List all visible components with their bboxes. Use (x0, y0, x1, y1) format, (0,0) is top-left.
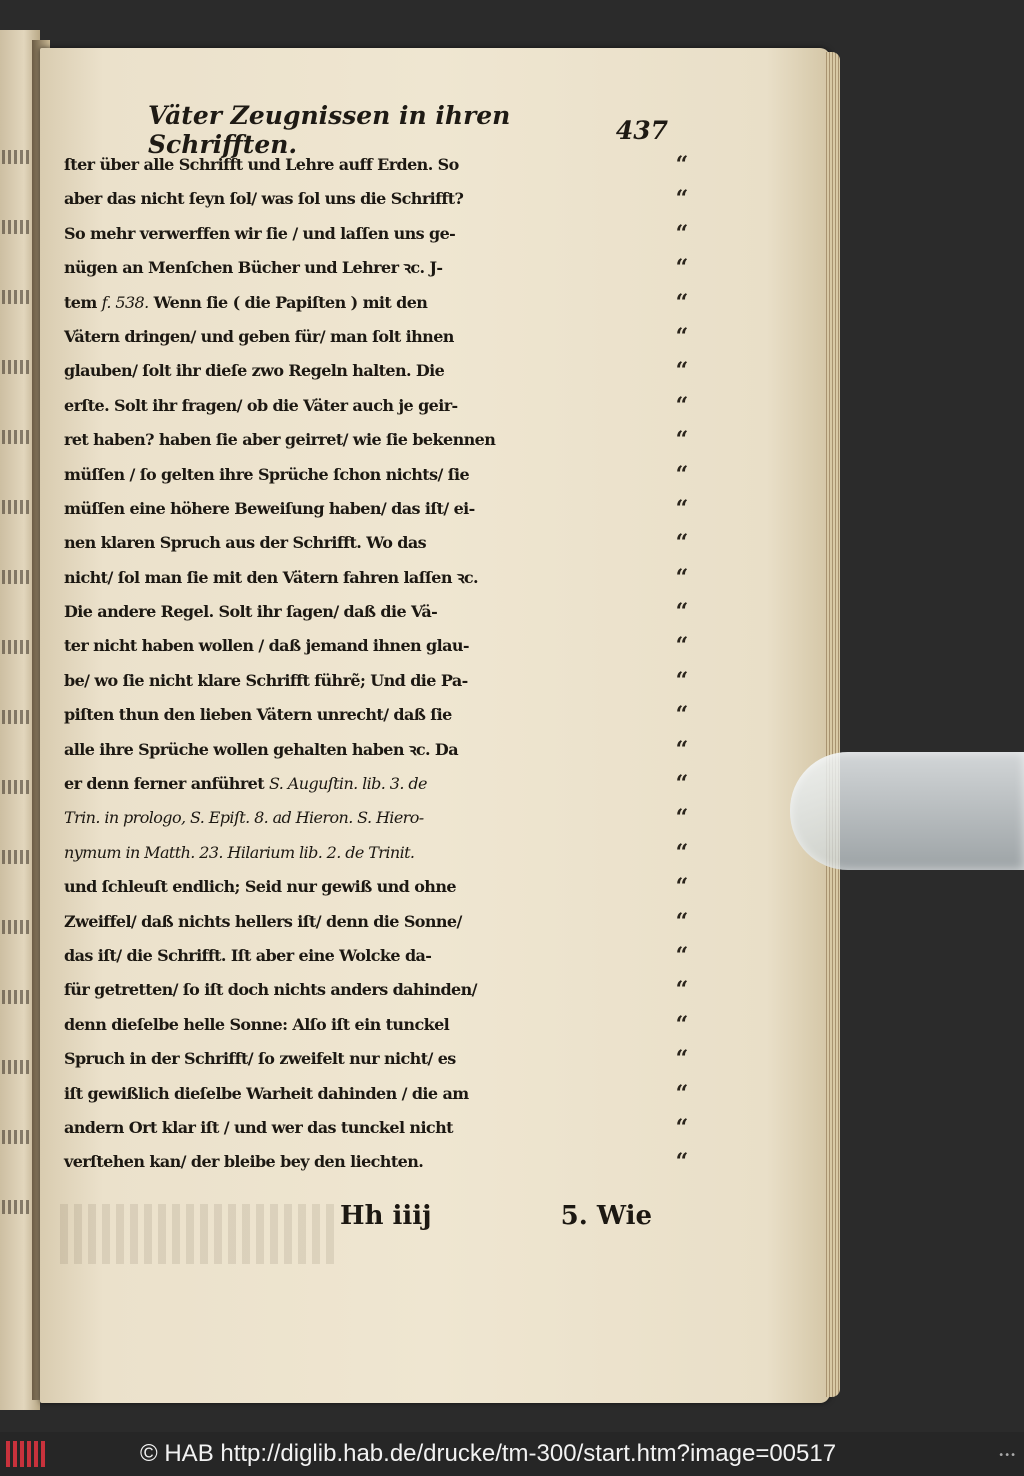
quote-mark: “ (675, 495, 689, 522)
text-segment: müſſen / ſo gelten ihre Sprüche ſchon nichts/ ſie (64, 464, 470, 484)
quote-mark: “ (675, 461, 689, 488)
text-segment: ret haben? haben ſie aber geirret/ wie ſie bekennen (64, 430, 496, 450)
text-line (64, 939, 664, 973)
text-segment: aber das nicht ſeyn ſol/ was ſol uns die Schrifft? (64, 189, 464, 209)
page-fore-edge (826, 52, 840, 1397)
signature-mark: Hh iiij (340, 1201, 432, 1231)
text-line (64, 905, 664, 939)
copyright-link[interactable]: © HAB http://diglib.hab.de/drucke/tm-300/start.htm?image=00517 (140, 1440, 837, 1467)
quote-mark: “ (675, 392, 689, 419)
text-line (64, 836, 664, 870)
text-segment: für getretten/ ſo iſt doch nichts anders dahinden/ (64, 980, 477, 1000)
text-line (64, 1042, 664, 1076)
quote-mark: “ (675, 633, 689, 660)
text-segment: denn dieſelbe helle Sonne: Alſo iſt ein tunckel (64, 1014, 450, 1034)
text-line (64, 629, 664, 663)
page-holder-strip (790, 752, 1024, 870)
latin-citation: S. Auguſtin. lib. 3. de (269, 774, 427, 794)
text-line (64, 733, 664, 767)
page-footer (340, 1198, 652, 1234)
text-segment: glauben/ ſolt ihr dieſe zwo Regeln halten. Die (64, 361, 445, 381)
quote-mark: “ (675, 805, 689, 832)
text-line (64, 354, 664, 388)
text-segment: iſt gewißlich dieſelbe Warheit dahinden / die am (64, 1083, 469, 1103)
text-segment: ter nicht haben wollen / daß jemand ihnen glau- (64, 636, 469, 656)
bottom-bar (0, 1432, 1024, 1476)
text-segment: Vätern dringen/ und geben für/ man ſolt ihnen (64, 326, 454, 346)
text-segment: Spruch in der Schrifft/ ſo zweifelt nur nicht/ es (64, 1049, 456, 1069)
text-segment: So mehr verwerffen wir ſie / und laſſen uns ge- (64, 223, 456, 243)
text-line (64, 492, 664, 526)
text-segment: und ſchleuſt endlich; Seid nur gewiß und ohne (64, 877, 456, 897)
quote-mark: “ (675, 771, 689, 798)
text-line (64, 389, 664, 423)
quote-mark: “ (675, 839, 689, 866)
quote-mark: “ (675, 942, 689, 969)
text-line (64, 561, 664, 595)
quote-mark: “ (675, 530, 689, 557)
quote-mark: “ (675, 1011, 689, 1038)
running-header (148, 101, 668, 159)
quote-mark: “ (675, 220, 689, 247)
text-line (64, 1008, 664, 1042)
text-line (64, 148, 664, 182)
quote-mark: “ (675, 667, 689, 694)
text-segment: Die andere Regel. Solt ihr ſagen/ daß die Vä- (64, 602, 438, 622)
quote-mark: “ (675, 736, 689, 763)
quote-mark: “ (675, 289, 689, 316)
quote-mark: “ (675, 977, 689, 1004)
text-line (64, 251, 664, 285)
quote-mark: “ (675, 255, 689, 282)
quote-mark: “ (675, 427, 689, 454)
text-line (64, 320, 664, 354)
text-segment: erſte. Solt ihr fragen/ ob die Väter auch je geir- (64, 395, 458, 415)
text-segment: verſtehen kan/ der bleibe bey den liechten. (64, 1152, 424, 1172)
text-segment: tem (64, 292, 102, 312)
text-line (64, 973, 664, 1007)
hab-logo-icon (6, 1441, 46, 1467)
text-line (64, 664, 664, 698)
menu-dots-icon[interactable]: ••• (998, 1450, 1016, 1461)
text-line (64, 526, 664, 560)
text-line (64, 286, 664, 320)
text-segment: er denn ferner anführet (64, 774, 270, 794)
latin-citation: nymum in Matth. 23. Hilarium lib. 2. de Trinit. (64, 842, 415, 862)
quote-mark: “ (675, 358, 689, 385)
text-segment: Wenn ſie ( die Papiſten ) mit den (148, 292, 428, 312)
text-line (64, 423, 664, 457)
quote-mark: “ (675, 1046, 689, 1073)
text-line (64, 1145, 664, 1179)
text-segment: müſſen eine höhere Beweiſung haben/ das iſt/ ei- (64, 498, 475, 518)
text-segment: Zweiffel/ daß nichts hellers iſt/ denn die Sonne/ (64, 911, 462, 931)
text-segment: nicht/ ſol man ſie mit den Vätern fahren laſſen ꝛc. (64, 567, 478, 587)
text-line (64, 458, 664, 492)
text-segment: nügen an Menſchen Bücher und Lehrer ꝛc. J- (64, 258, 443, 278)
quote-mark: “ (675, 908, 689, 935)
text-segment: das iſt/ die Schrifft. Iſt aber eine Wolcke da- (64, 945, 432, 965)
text-segment: piſten thun den lieben Vätern unrecht/ daß ſie (64, 705, 452, 725)
body-text (64, 148, 664, 1180)
text-segment: alle ihre Sprüche wollen gehalten haben ꝛc. Da (64, 739, 458, 759)
text-line (64, 1111, 664, 1145)
text-segment: be/ wo ſie nicht klare Schrifft führẽ; Und die Pa- (64, 670, 468, 690)
text-line (64, 595, 664, 629)
page-number: 437 (615, 115, 668, 145)
text-segment: nen klaren Spruch aus der Schrifft. Wo das (64, 533, 427, 553)
quote-mark: “ (675, 1080, 689, 1107)
running-title: Väter Zeugnissen in ihren Schrifften. (148, 101, 511, 159)
quote-mark: “ (675, 1114, 689, 1141)
text-line (64, 1077, 664, 1111)
text-line (64, 217, 664, 251)
catchword: 5. Wie (560, 1201, 652, 1231)
quote-mark: “ (675, 186, 689, 213)
latin-citation: Trin. in prologo, S. Epiſt. 8. ad Hieron. S. Hiero- (64, 808, 424, 828)
text-line (64, 182, 664, 216)
text-line (64, 801, 664, 835)
quote-mark: “ (675, 1149, 689, 1176)
quotation-margin-marks (662, 148, 702, 1180)
text-line (64, 870, 664, 904)
quote-mark: “ (675, 323, 689, 350)
quote-mark: “ (675, 599, 689, 626)
quote-mark: “ (675, 152, 689, 178)
quote-mark: “ (675, 702, 689, 729)
quote-mark: “ (675, 564, 689, 591)
quote-mark: “ (675, 874, 689, 901)
text-segment: ſter über alle Schrifft und Lehre auff Erden. So (64, 155, 459, 174)
text-line (64, 767, 664, 801)
show-through-text (60, 1204, 340, 1264)
text-segment: andern Ort klar iſt / und wer das tunckel nicht (64, 1117, 453, 1137)
text-line (64, 698, 664, 732)
latin-citation: f. 538. (101, 292, 149, 312)
